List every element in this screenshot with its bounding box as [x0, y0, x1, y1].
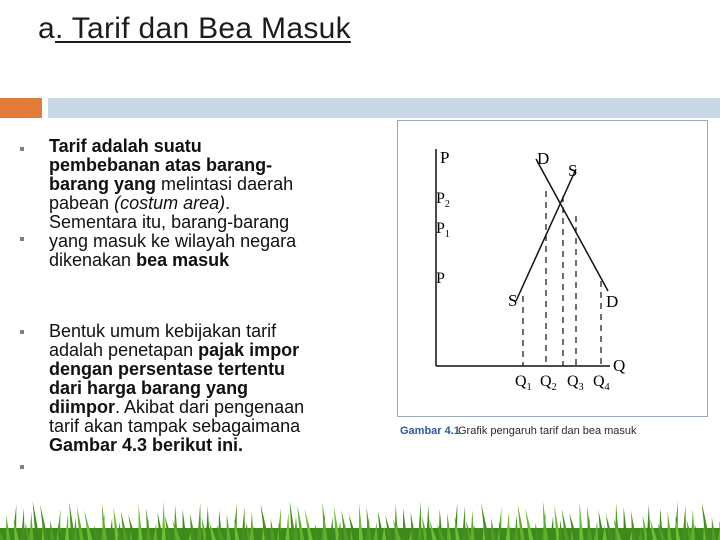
text-line	[49, 232, 379, 251]
label-q3: $Q_3$	[567, 373, 584, 393]
text-line	[49, 341, 379, 360]
text-run: diimpor	[49, 397, 115, 417]
label-q1: $Q_1$	[515, 373, 532, 393]
grass-blade	[197, 502, 201, 540]
grass-blade	[580, 502, 584, 540]
grass-blade	[227, 514, 231, 540]
bullet-dot	[20, 330, 24, 334]
text-run: dengan persentase tertentu	[49, 359, 286, 379]
grass-blade	[6, 515, 10, 540]
text-line	[49, 398, 379, 417]
label-demand-bottom: D	[606, 292, 619, 311]
text-run: pabean	[49, 193, 115, 213]
grass-blade	[286, 512, 290, 540]
label-supply-bottom: S	[508, 291, 518, 310]
text-run: . Akibat dari pengenaan	[115, 397, 305, 417]
text-run: barang yang	[49, 174, 157, 194]
text-line	[49, 251, 379, 270]
grass-blade	[462, 506, 466, 540]
label-supply-top: S	[568, 161, 578, 180]
text-run: pembebanan atas barang-	[49, 155, 273, 175]
text-line	[49, 360, 379, 379]
text-run: dikenakan	[49, 250, 137, 270]
text-run: Sementara itu, barang-barang	[49, 212, 290, 232]
text-run: Gambar 4.3 berikut ini.	[49, 435, 244, 455]
accent-bar-blue	[48, 98, 720, 118]
text-run: Bentuk umum kebijakan tarif	[49, 321, 277, 341]
text-line	[49, 417, 379, 436]
text-line	[49, 175, 379, 194]
paragraph-tarif-policy	[49, 322, 379, 455]
label-q2: $Q_2$	[540, 373, 557, 393]
accent-bar-orange	[0, 98, 42, 118]
grass-blade	[403, 508, 407, 540]
bullet-dot	[20, 465, 24, 469]
text-run: yang masuk ke wilayah negara	[49, 231, 297, 251]
text-line	[49, 436, 379, 455]
paragraph-tarif-definition	[49, 137, 379, 270]
text-run: pajak impor	[198, 340, 300, 360]
text-run: bea masuk	[136, 250, 230, 270]
grass-blade	[250, 511, 254, 540]
text-line	[49, 213, 379, 232]
text-run: dari harga barang yang	[49, 378, 249, 398]
grass-blade	[183, 509, 187, 540]
label-p-axis: P	[440, 148, 450, 167]
grass-blade	[162, 501, 166, 540]
grass-blade	[65, 513, 69, 540]
figure-caption-text: Grafik pengaruh tarif dan bea masuk	[458, 425, 637, 437]
grass-blade	[359, 503, 363, 540]
grass-blade	[139, 504, 143, 540]
label-p1: $P_1$	[436, 220, 450, 240]
grass-blade	[682, 505, 686, 540]
text-line	[49, 322, 379, 341]
text-line	[49, 379, 379, 398]
text-run: .	[225, 193, 231, 213]
title-main: . Tarif dan Bea Masuk	[55, 12, 351, 45]
grass-blade	[21, 508, 25, 540]
label-q-axis: Q	[613, 356, 626, 375]
text-line	[49, 194, 379, 213]
text-line	[49, 137, 379, 156]
grass-blade	[241, 507, 245, 540]
text-run: adalah penetapan	[49, 340, 199, 360]
text-run: tarif akan tampak sebagaimana	[49, 416, 301, 436]
grass-blade	[29, 512, 33, 540]
grass-blade	[447, 513, 451, 540]
title-prefix: a	[38, 12, 55, 45]
label-demand-top: D	[537, 149, 550, 168]
grass-blade	[647, 504, 651, 540]
label-p2: $P_2$	[436, 190, 450, 210]
grass-blade	[515, 515, 519, 540]
text-run: (costum area)	[114, 193, 226, 213]
text-line	[49, 156, 379, 175]
text-run: melintasi daerah	[156, 174, 294, 194]
label-p: P	[436, 270, 445, 287]
grass-decoration	[0, 490, 720, 540]
supply-demand-diagram	[398, 121, 707, 416]
grass-blade	[426, 505, 430, 540]
figure-tarif-graph	[397, 120, 708, 417]
slide-title	[38, 12, 351, 46]
figure-caption-number: Gambar 4.1	[400, 425, 460, 437]
grass-blade	[418, 501, 422, 540]
grass-blade	[624, 507, 628, 540]
bullet-dot	[20, 237, 24, 241]
grass-blade	[506, 511, 510, 540]
grass-blade	[668, 512, 672, 540]
text-run: Tarif adalah suatu	[49, 136, 202, 156]
bullet-dot	[20, 147, 24, 151]
grass-blade	[206, 506, 210, 540]
label-q4: $Q_4$	[593, 373, 610, 393]
grass-blade	[470, 510, 474, 540]
